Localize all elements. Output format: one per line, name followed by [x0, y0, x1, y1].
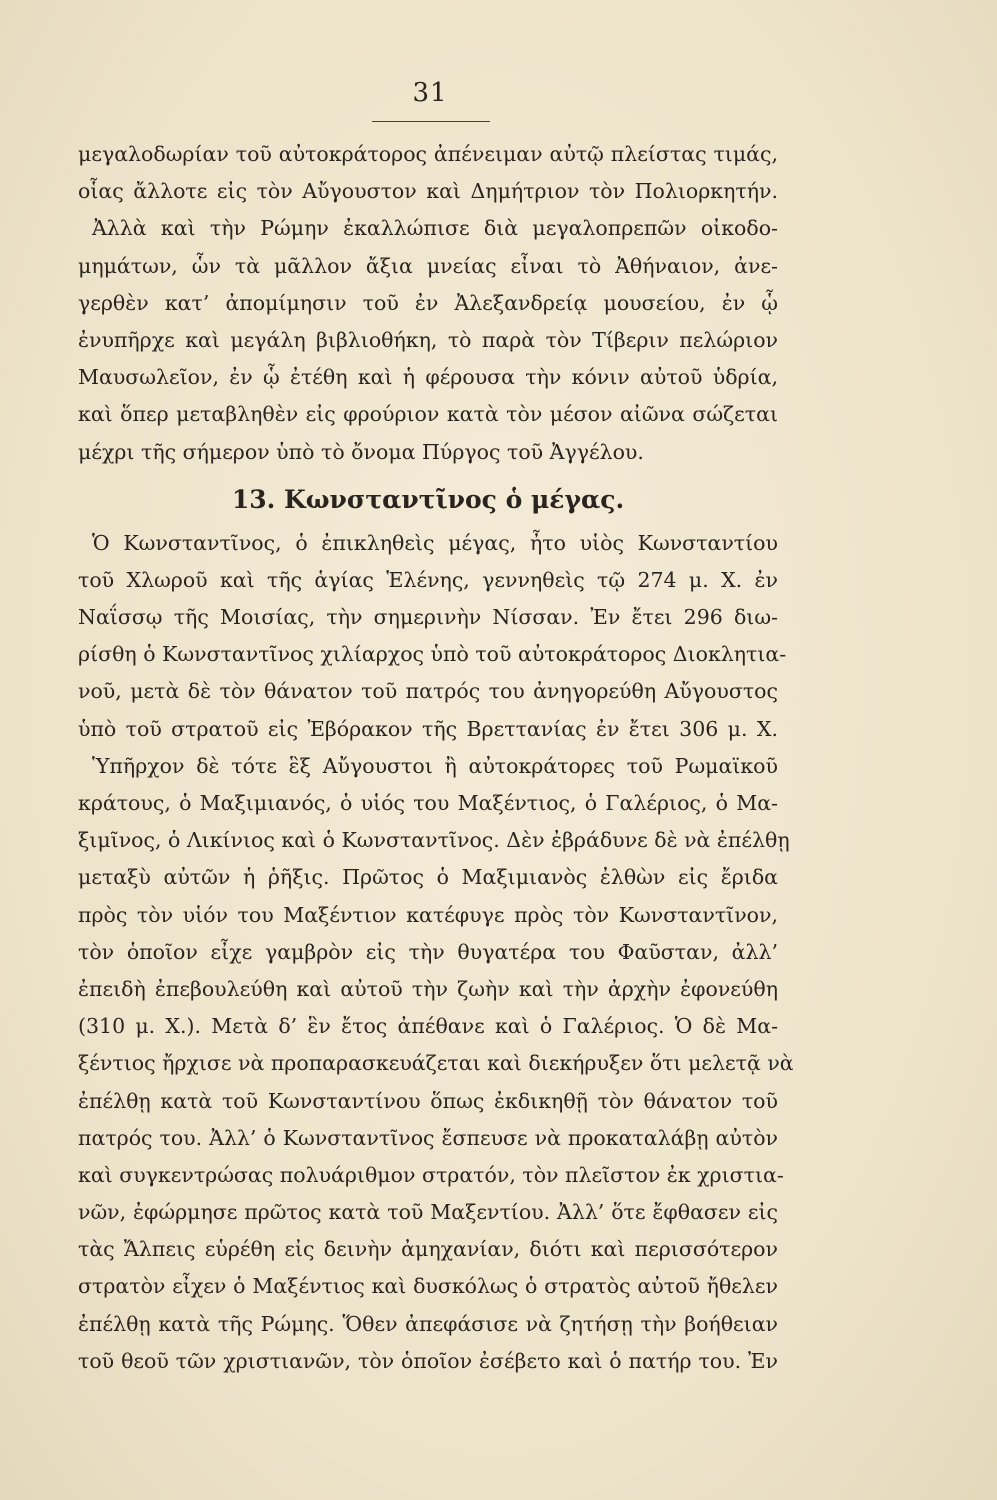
text-line: μημάτων, ὧν τὰ μᾶλλον ἄξια μνείας εἶναι τὸ Ἀθήναιον, ἀνε- — [78, 253, 778, 278]
text-line: οἷας ἄλλοτε εἰς τὸν Αὔγουστον καὶ Δημήτριον τὸν Πολιορκητήν. — [78, 179, 778, 204]
text-line: ὑπὸ τοῦ στρατοῦ εἰς Ἐβόρακον τῆς Βρεττανίας ἐν ἔτει 306 μ. Χ. — [78, 716, 778, 741]
text-line: στρατὸν εἶχεν ὁ Μαξέντιος καὶ δυσκόλως ὁ στρατὸς αὐτοῦ ἤθελεν — [78, 1274, 778, 1299]
text-line: (310 μ. Χ.). Μετὰ δ’ ἓν ἔτος ἀπέθανε καὶ ὁ Γαλέριος. Ὁ δὲ Μα- — [78, 1014, 778, 1039]
section-heading: 13. Κωνσταντῖνος ὁ μέγας. — [231, 484, 625, 514]
text-line: τοῦ Χλωροῦ καὶ τῆς ἁγίας Ἑλένης, γεννηθεὶς τῷ 274 μ. Χ. ἐν — [78, 567, 778, 592]
page-number: 31 — [412, 78, 448, 108]
text-line: ἐπέλθῃ κατὰ τῆς Ρώμης. Ὅθεν ἀπεφάσισε νὰ ζητήσῃ τὴν βοήθειαν — [78, 1311, 778, 1336]
text-line: μεγαλοδωρίαν τοῦ αὐτοκράτορος ἀπένειμαν αὐτῷ πλείστας τιμάς, — [78, 142, 778, 166]
text-line: μεταξὺ αὐτῶν ἡ ῥῆξις. Πρῶτος ὁ Μαξιμιανὸς ἐλθὼν εἰς ἔριδα — [78, 865, 778, 890]
text-line: τοῦ θεοῦ τῶν χριστιανῶν, τὸν ὁποῖον ἐσέβετο καὶ ὁ πατήρ του. Ἐν — [78, 1348, 778, 1373]
text-line: καὶ ὅπερ μεταβληθὲν εἰς φρούριον κατὰ τὸν μέσον αἰῶνα σώζεται — [78, 402, 778, 427]
text-line: κράτους, ὁ Μαξιμιανός, ὁ υἱός του Μαξέντιος, ὁ Γαλέριος, ὁ Μα- — [78, 791, 778, 815]
text-line: τὸν ὁποῖον εἶχε γαμβρὸν εἰς τὴν θυγατέρα του Φαῦσταν, ἀλλ’ — [78, 939, 778, 964]
text-line: Μαυσωλεῖον, ἐν ᾧ ἐτέθη καὶ ἡ φέρουσα τὴν κόνιν αὐτοῦ ὑδρία, — [78, 365, 778, 390]
text-line: ἐνυπῆρχε καὶ μεγάλη βιβλιοθήκη, τὸ παρὰ τὸν Τίβεριν πελώριον — [78, 327, 778, 352]
text-line: νῶν, ἐφώρμησε πρῶτος κατὰ τοῦ Μαξεντίου. Ἀλλ’ ὅτε ἔφθασεν εἰς — [78, 1200, 778, 1225]
text-line: Ναΐσσῳ τῆς Μοισίας, τὴν σημερινὴν Νίσσαν. Ἐν ἔτει 296 διω- — [78, 605, 778, 630]
page-text — [78, 136, 794, 1380]
paragraph-1 — [78, 136, 778, 471]
text-line: Ἀλλὰ καὶ τὴν Ρώμην ἐκαλλώπισε διὰ μεγαλοπρεπῶν οἰκοδο- — [92, 216, 778, 241]
text-line: ρίσθη ὁ Κωνσταντῖνος χιλίαρχος ὑπὸ τοῦ αὐτοκράτορος Διοκλητια- — [78, 642, 787, 667]
text-line: Ὑπῆρχον δὲ τότε ἓξ Αὔγουστοι ἢ αὐτοκράτορες τοῦ Ρωμαϊκοῦ — [92, 753, 778, 778]
text-line: Ὁ Κωνσταντῖνος, ὁ ἐπικληθεὶς μέγας, ἦτο υἱὸς Κωνσταντίου — [92, 530, 778, 555]
text-line: πρὸς τὸν υἱόν του Μαξέντιον κατέφυγε πρὸς τὸν Κωνσταντῖνον, — [78, 902, 778, 927]
text-line: πατρός του. Ἀλλ’ ὁ Κωνσταντῖνος ἔσπευσε νὰ προκαταλάβῃ αὐτὸν — [78, 1125, 778, 1150]
text-line: γερθὲν κατ’ ἀπομίμησιν τοῦ ἐν Ἀλεξανδρείᾳ μουσείου, ἐν ᾧ — [78, 290, 778, 315]
text-line: ξιμῖνος, ὁ Λικίνιος καὶ ὁ Κωνσταντῖνος. Δὲν ἐβράδυνε δὲ νὰ ἐπέλθῃ — [78, 828, 790, 853]
text-line: καὶ συγκεντρώσας πολυάριθμον στρατόν, τὸν πλεῖστον ἐκ χριστια- — [78, 1162, 784, 1187]
paragraph-2 — [78, 525, 794, 1380]
text-line: ἐπειδὴ ἐπεβουλεύθη καὶ αὐτοῦ τὴν ζωὴν καὶ τὴν ἀρχὴν ἐφονεύθη — [78, 976, 778, 1001]
text-line: ξέντιος ἤρχισε νὰ προπαρασκευάζεται καὶ διεκήρυξεν ὅτι μελετᾷ νὰ — [78, 1051, 794, 1076]
text-line: νοῦ, μετὰ δὲ τὸν θάνατον τοῦ πατρός του ἀνηγορεύθη Αὔγουστος — [78, 679, 778, 704]
text-line: τὰς Ἄλπεις εὑρέθη εἰς δεινὴν ἀμηχανίαν, διότι καὶ περισσότερον — [78, 1237, 778, 1262]
text-line: μέχρι τῆς σήμερον ὑπὸ τὸ ὄνομα Πύργος τοῦ Ἀγγέλου. — [78, 439, 644, 464]
text-line: ἐπέλθῃ κατὰ τοῦ Κωνσταντίνου ὅπως ἐκδικηθῇ τὸν θάνατον τοῦ — [78, 1088, 778, 1113]
header-rule — [372, 121, 490, 122]
